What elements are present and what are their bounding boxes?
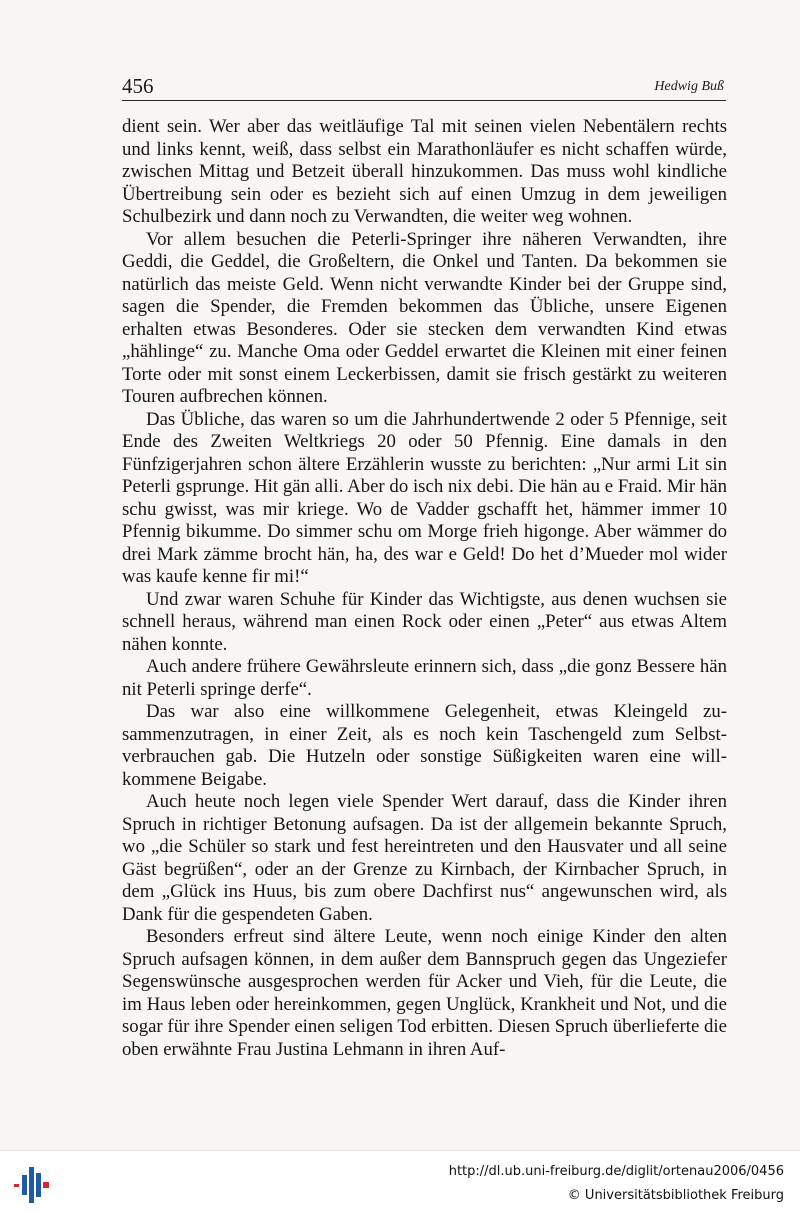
article-body — [122, 116, 727, 1061]
paragraph: Das Übliche, das waren so um die Jahrhundertwende 2 oder 5 Pfennige, seit Ende des Zweiten Weltkriegs 20 oder 50 Pfennig. Eine damals in den Fünfzigerjahren schon ältere Erzählerin wusste zu berichten: „Nur armi Lit sin Peterli gsprunge. Hit gän alli. Aber do isch nix debi. Die hän au e Fraid. Mir hän schu gwisst, was mir kriege. Wo de Vadder gschafft het, hämmer immer 10 Pfennig bikumme. Do simmer schu om Morge frieh higonge. Aber wämmer do drei Mark zämme brocht hän, ha, des war e Geld! Do het d’Mueder mol wider was kaufe kenne fir mi!“ — [122, 408, 727, 587]
ub-freiburg-logo-icon — [12, 1165, 52, 1205]
running-head-author: Hedwig Buß — [654, 79, 724, 94]
paragraph: Und zwar waren Schuhe für Kinder das Wichtigste, aus denen wuchsen sie schnell heraus, während man einen Rock oder einen „Peter“ aus etwas Altem nähen konnte. — [122, 588, 727, 655]
permalink-link[interactable]: http://dl.ub.uni-freiburg.de/diglit/ortenau2006/0456 — [448, 1164, 784, 1179]
copyright-notice: © Universitätsbibliothek Freiburg — [567, 1188, 784, 1203]
paragraph: Das war also eine willkommene Gelegenheit, etwas Kleingeld zusammenzutragen, in einer Zeit, als es noch kein Taschengeld zum Selbstverbrauchen gab. Die Hutzeln oder sonstige Süßigkeiten waren eine willkommene Beigabe. — [122, 701, 727, 790]
viewer-footer — [0, 1150, 800, 1213]
page-number: 456 — [122, 74, 154, 98]
paragraph: Besonders erfreut sind ältere Leute, wenn noch einige Kinder den alten Spruch aufsagen können, in dem außer dem Bannspruch gegen das Ungeziefer Segenswünsche ausgesprochen werden für Acker und Vieh, für die Leute, die im Haus leben oder hereinkommen, gegen Unglück, Krankheit und Not, und die sogar für ihre Spender einen seligen Tod erbitten. Diesen Spruch überlieferte die oben erwähnte Frau Justina Lehmann in ihren Auf- — [122, 926, 727, 1060]
paragraph: Auch andere frühere Gewährsleute erinnern sich, dass „die gonz Bessere hän nit Peterli springe derfe“. — [122, 656, 727, 700]
paragraph: Vor allem besuchen die Peterli-Springer ihre näheren Verwandten, ihre Geddi, die Geddel, die Großeltern, die Onkel und Tanten. Da bekommen sie natürlich das meiste Geld. Wenn nicht verwandte Kinder bei der Gruppe sind, sagen die Spender, die Fremden bekommen das Übliche, unsere Eigenen erhalten etwas Besonderes. Oder sie stecken dem verwandten Kind etwas „hählinge“ zu. Manche Oma oder Geddel erwartet die Kleinen mit einer feinen Torte oder mit sonst einem Leckerbissen, damit sie frisch gestärkt zu weiteren Touren aufbrechen können. — [122, 228, 727, 407]
paragraph: Auch heute noch legen viele Spender Wert darauf, dass die Kinder ihren Spruch in richtiger Betonung aufsagen. Da ist der allgemein bekannte Spruch, wo „die Schüler so stark und fest hereintreten und den Hausvater und all seine Gäst begrüßen“, oder an der Grenze zu Kirnbach, der Kirnbacher Spruch, in dem „Glück ins Huus, bis zum obere Dachfirst nus“ angewunschen wird, als Dank für die gespendeten Gaben. — [122, 791, 727, 925]
paragraph: dient sein. Wer aber das weitläufige Tal mit seinen vielen Nebentälern rechts und links kennt, weiß, dass selbst ein Marathonläufer es nicht schaffen würde, zwischen Mittag und Betzeit überall hinzukommen. Das muss wohl kindliche Übertreibung sein oder es bezieht sich auf einen Umzug in dem jeweiligen Schulbezirk und dann noch zu Verwandten, die weiter weg wohnen. — [122, 116, 727, 227]
page-header — [122, 74, 726, 101]
